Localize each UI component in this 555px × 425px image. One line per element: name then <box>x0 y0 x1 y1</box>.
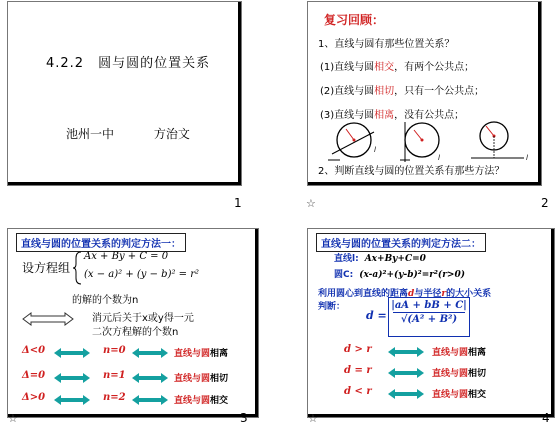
slide-1[interactable] <box>8 2 241 185</box>
setup-label: 设方程组 <box>22 261 71 275</box>
brace-icon <box>73 251 83 285</box>
condition-3: Δ>0 <box>22 392 46 403</box>
diagram-tangent <box>400 122 440 162</box>
slide-1-author <box>66 125 226 142</box>
slide-3[interactable] <box>8 229 258 417</box>
double-arrow-icon <box>54 373 90 383</box>
double-arrow-icon <box>388 368 424 378</box>
diagram-separate <box>471 122 528 162</box>
fraction-bar <box>393 312 465 313</box>
svg-text:l: l <box>526 154 528 162</box>
equation-line: Ax + By + C = 0 <box>84 251 169 262</box>
svg-text:l: l <box>438 154 440 162</box>
double-arrow-icon <box>132 348 168 358</box>
condition-2: Δ=0 <box>22 370 46 381</box>
double-arrow-icon <box>132 373 168 383</box>
slide-4-title: 直线与圆的位置关系的判定方法二： <box>316 233 486 252</box>
star-icon: ☆ <box>306 197 316 210</box>
case-intersect: (1)直线与圆相交，有两个公共点； <box>320 62 475 73</box>
double-arrow-icon <box>388 389 424 399</box>
slide-4-number: 4 <box>542 411 550 425</box>
d-condition-2: d = r <box>344 365 372 376</box>
n-value-1: n=0 <box>103 345 126 356</box>
slide-3-number: 3 <box>240 411 248 425</box>
school-name: 池州一中 <box>66 127 115 141</box>
solution-count: 的解的个数为n <box>72 295 139 306</box>
case-tangent: (2)直线与圆相切，只有一个公共点； <box>320 86 485 97</box>
teacher-name: 方治文 <box>153 127 190 141</box>
result-1: 直线与圆相离 <box>174 349 229 359</box>
method-text-2: 判断： <box>318 302 346 312</box>
double-arrow-icon <box>54 348 90 358</box>
condition-1: Δ<0 <box>22 345 46 356</box>
elimination-text-2: 二次方程解的个数n <box>92 327 179 338</box>
slide-4[interactable] <box>308 229 554 417</box>
equation-circle: (x − a)² + (y − b)² = r² <box>84 269 200 280</box>
result-3: 直线与圆相交 <box>174 396 229 406</box>
line-definition: 直线l: Ax+By+C=0 <box>334 254 426 264</box>
svg-text:l: l <box>374 146 376 154</box>
d-result-2: 直线与圆相切 <box>432 369 487 379</box>
formula-denominator: √(A² + B²) <box>400 314 458 325</box>
case-separate: (3)直线与圆相离，没有公共点； <box>320 110 465 121</box>
star-icon: ☆ <box>308 412 318 425</box>
d-result-1: 直线与圆相离 <box>432 348 487 358</box>
slide-2-number: 2 <box>541 196 549 210</box>
circle-definition: 圆C: (x-a)²+(y-b)²=r²(r>0) <box>334 270 465 280</box>
elimination-text-1: 消元后关于x或y得一元 <box>92 313 194 324</box>
question-2: 2、判断直线与圆的位置关系有那些方法？ <box>318 166 505 177</box>
double-arrow-icon <box>132 395 168 405</box>
question-1: 1、直线与圆有那些位置关系？ <box>318 39 455 50</box>
slide-1-number: 1 <box>234 196 242 210</box>
hollow-double-arrow-icon <box>22 312 74 326</box>
double-arrow-icon <box>388 347 424 357</box>
d-condition-3: d < r <box>344 386 372 397</box>
circle-line-diagrams <box>326 120 536 164</box>
d-result-3: 直线与圆相交 <box>432 390 487 400</box>
slide-2[interactable] <box>308 2 541 185</box>
method-text: 利用圆心到直线的距离d与半径r的大小关系 <box>318 289 492 299</box>
d-condition-1: d > r <box>344 344 372 355</box>
n-value-3: n=2 <box>103 392 126 403</box>
slide-3-title: 直线与圆的位置关系的判定方法一： <box>16 233 186 252</box>
double-arrow-icon <box>54 395 90 405</box>
star-icon: ☆ <box>8 412 18 425</box>
distance-label: d = <box>366 309 387 322</box>
diagram-intersect <box>328 123 376 160</box>
formula-numerator: |aA + bB + C| <box>391 300 467 311</box>
result-2: 直线与圆相切 <box>174 374 229 384</box>
n-value-2: n=1 <box>103 370 126 381</box>
slide-2-heading: 复习回顾： <box>324 13 385 27</box>
slide-1-title: 4.2.2 圆与圆的位置关系 <box>46 56 211 71</box>
formula-box <box>388 297 470 337</box>
